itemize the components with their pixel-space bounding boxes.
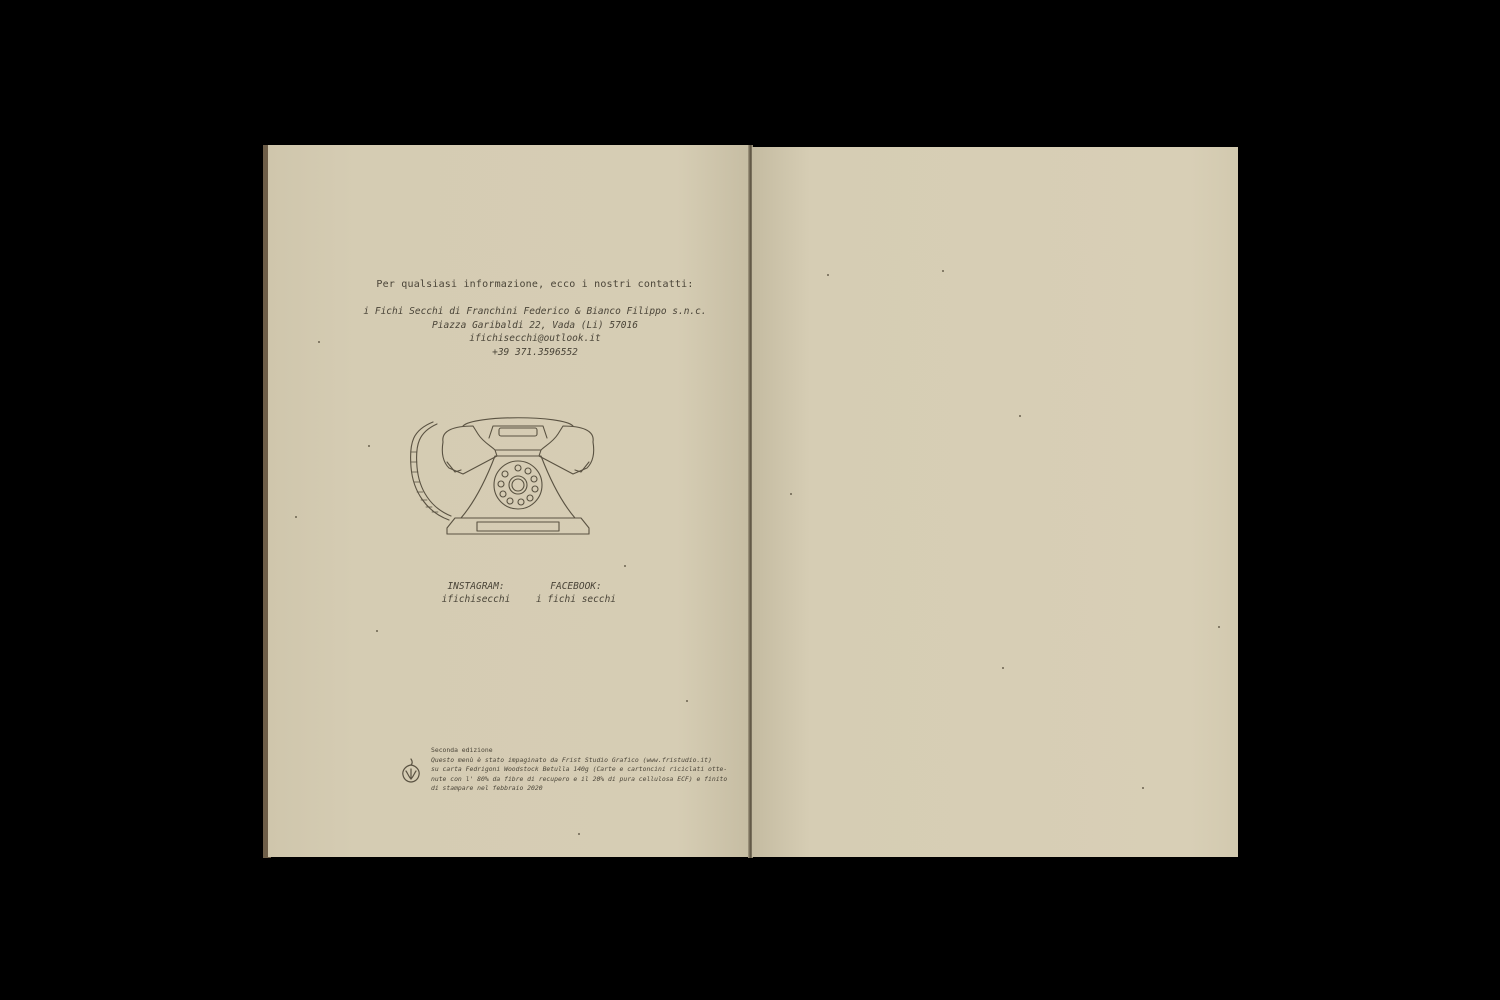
colophon-line: di stampare nel febbraio 2020: [431, 784, 543, 793]
edition-label: Seconda edizione: [431, 746, 493, 754]
instagram-handle: ifichisecchi: [441, 594, 511, 605]
facebook-handle: i fichi secchi: [535, 594, 617, 605]
facebook-label: FACEBOOK:: [550, 581, 602, 592]
colophon-line: nute con l' 80% da fibre di recupero e il 20% di pura cellulosa ECF) e finito: [431, 774, 728, 783]
rotary-telephone-icon: [403, 412, 633, 542]
address: Piazza Garibaldi 22, Vada (Li) 57016: [432, 319, 638, 331]
fig-logo-icon: [400, 757, 422, 783]
instagram-label: INSTAGRAM:: [447, 581, 505, 592]
company-name: i Fichi Secchi di Franchini Federico & Bianco Filippo s.n.c.: [363, 306, 707, 317]
contact-intro: Per qualsiasi informazione, ecco i nostri contatti:: [376, 279, 694, 290]
contact-block: [330, 305, 740, 359]
phone-number: +39 371.3596552: [492, 346, 578, 358]
facebook-block: [530, 580, 622, 606]
colophon-line: Questo menù è stato impaginato da Frist Studio Grafico (www.fristudio.it): [431, 755, 712, 764]
colophon-line: su carta Fedrigoni Woodstock Betulla 140g (Carte e cartoncini riciclati otte-: [431, 765, 728, 774]
right-page: [752, 147, 1238, 857]
email: ifichisecchi@outlook.it: [469, 333, 601, 344]
colophon: [431, 746, 731, 794]
instagram-block: [438, 580, 514, 606]
